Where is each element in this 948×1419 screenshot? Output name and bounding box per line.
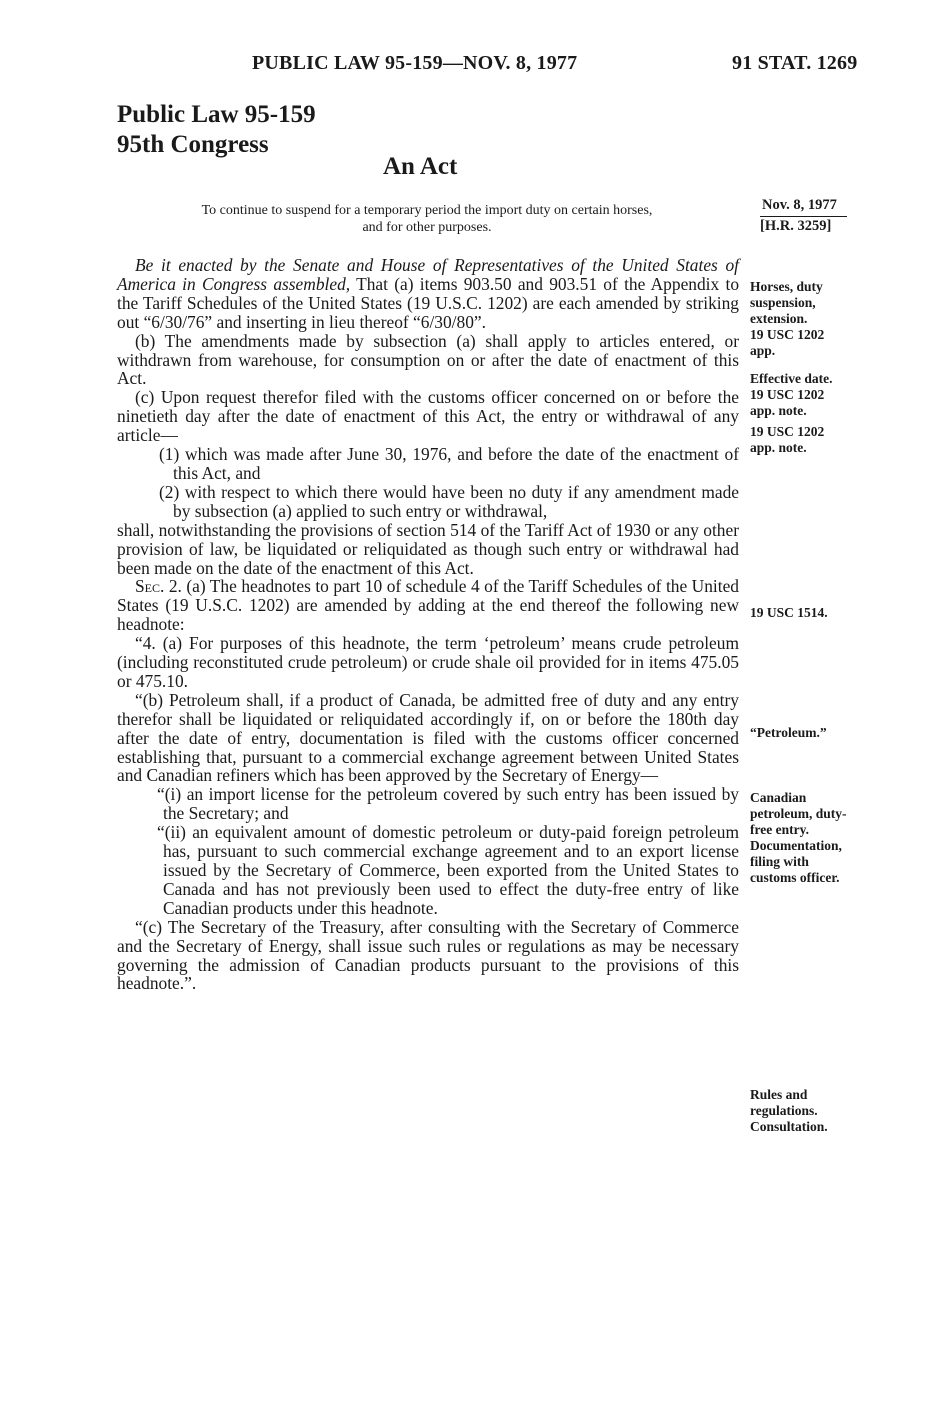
purpose-line: To continue to suspend for a temporary period the import duty on certain horses, xyxy=(201,203,653,218)
headnote-4b: “(b) Petroleum shall, if a product of Canada, be admitted free of duty and any entry therefor shall be liquidated or reliquidated accordingly if, on or before the 180th day after the date of entry, documentation is filed with the customs officer concerned establishing that, pursuant to a commercial exchange agreement between United States and Canadian refiners which has been approved by the Secretary of Energy— xyxy=(117,689,739,786)
margin-note-line: 19 USC 1514. xyxy=(750,605,828,620)
public-law-number: Public Law 95-159 xyxy=(117,101,316,128)
margin-note-line: “Petroleum.” xyxy=(750,725,827,740)
margin-note-line: Rules and xyxy=(750,1087,808,1102)
headnote-4a: “4. (a) For purposes of this headnote, the term ‘petroleum’ means crude petroleum (including reconstituted crude petroleum) or crude shale oil provided for in items 475.05 or 475.10. xyxy=(117,633,739,691)
margin-note-line: filing with xyxy=(750,854,809,869)
margin-note-line: app. xyxy=(750,343,776,358)
margin-note-line: customs officer. xyxy=(750,870,840,885)
section-1-paragraph xyxy=(117,256,739,332)
margin-note-line: app. note. xyxy=(750,403,807,418)
headnote-4c: “(c) The Secretary of the Treasury, after consulting with the Secretary of Commerce and the Secretary of Energy, shall issue such rules or regulations as may be necessary governing the admission of Canadian products pursuant to the provisions of this headnote.”. xyxy=(117,916,739,994)
margin-note-line: Canadian xyxy=(750,790,807,805)
purpose-line: and for other purposes. xyxy=(362,220,492,235)
section-2-paragraph xyxy=(117,577,739,634)
margin-note-horses-duty xyxy=(750,279,900,359)
margin-note-line: 19 USC 1202 xyxy=(750,424,825,439)
section-2-text: (a) The headnotes to part 10 of schedule 4 of the Tariff Schedules of the United States (19 U.S.C. 1202) are amended by adding at the end thereof the following new headnote: xyxy=(117,576,739,635)
act-body xyxy=(117,256,739,993)
margin-note-effective-date xyxy=(750,371,900,419)
enactment-date: Nov. 8, 1977 xyxy=(760,196,847,217)
margin-note-line: extension. xyxy=(750,311,808,326)
section-1b-paragraph: (b) The amendments made by subsection (a) shall apply to articles entered, or withdrawn from warehouse, for consumption on or after the date of enactment of this Act. xyxy=(117,330,739,389)
section-1c-paragraph: (c) Upon request therefor filed with the customs officer concerned on or before the ninetieth day after the date of enactment of this Act, the entry or withdrawal of any article— xyxy=(117,387,739,446)
section-1a-text: That (a) items 903.50 and 903.51 of the Appendix to the Tariff Schedules of the United States (19 U.S.C. 1202) are each amended by striking out “6/30/76” and inserting in lieu thereof “6/30/80”. xyxy=(117,273,740,332)
margin-note-canadian-petroleum xyxy=(750,790,900,886)
enacting-clause: Be it enacted by the Senate and House of Representatives of the United States of America in Congress assembled, xyxy=(117,255,739,294)
margin-note-line: 19 USC 1202 xyxy=(750,327,825,342)
congress-number: 95th Congress xyxy=(117,131,269,158)
margin-note-line: Horses, duty xyxy=(750,279,823,294)
margin-note-1514 xyxy=(750,605,900,621)
margin-note-line: Consultation. xyxy=(750,1119,828,1134)
margin-note-line: Documentation, xyxy=(750,838,842,853)
enactment-date-block xyxy=(760,196,847,236)
headnote-4b-ii: “(ii) an equivalent amount of domestic petroleum or duty-paid foreign petroleum has, pursuant to such commercial exchange agreement and to an export license issued by the Secretary of Commerce, been exported from the United States to Canada and has not previously been used to effect the duty-free entry of like Canadian products under this headnote. xyxy=(157,822,739,918)
act-purpose xyxy=(117,202,737,236)
margin-note-rules xyxy=(750,1087,900,1135)
margin-note-line: free entry. xyxy=(750,822,809,837)
section-2-label: Sec. 2. xyxy=(135,576,182,597)
margin-note-petroleum xyxy=(750,725,900,741)
margin-note-line: 19 USC 1202 xyxy=(750,387,825,402)
act-heading: An Act xyxy=(383,153,458,180)
running-header: PUBLIC LAW 95-159—NOV. 8, 1977 xyxy=(252,52,578,74)
statute-page-number: 91 STAT. 1269 xyxy=(732,52,858,74)
bill-number: [H.R. 3259] xyxy=(760,218,832,234)
headnote-4b-i: “(i) an import license for the petroleum covered by such entry has been issued by the Secretary; and xyxy=(157,784,739,824)
clause-1: (1) which was made after June 30, 1976, and before the date of the enactment of this Act, and xyxy=(159,444,739,483)
margin-note-line: petroleum, duty- xyxy=(750,806,847,821)
margin-note-line: regulations. xyxy=(750,1103,818,1118)
margin-note-line: suspension, xyxy=(750,295,816,310)
margin-note-line: app. note. xyxy=(750,440,807,455)
margin-note-line: Effective date. xyxy=(750,371,833,386)
margin-note-usc-reference xyxy=(750,424,900,456)
section-1c-tail: shall, notwithstanding the provisions of section 514 of the Tariff Act of 1930 or any other provision of law, be liquidated or reliquidated as though such entry or withdrawal had been made on the date of the enactment of this Act. xyxy=(117,519,739,578)
clause-2: (2) with respect to which there would have been no duty if any amendment made by subsection (a) applied to such entry or withdrawal, xyxy=(159,481,739,521)
